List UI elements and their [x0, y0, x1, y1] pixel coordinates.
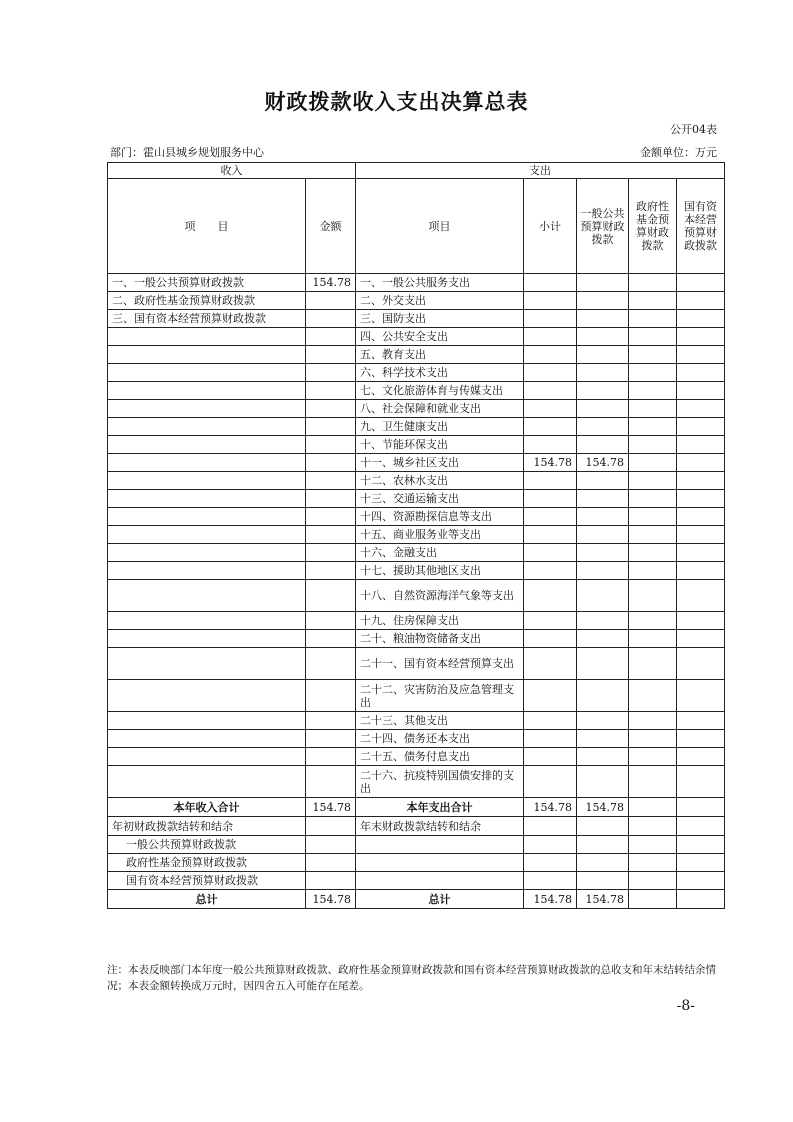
state-capital-cell [677, 400, 725, 418]
fund-budget-cell [629, 472, 677, 490]
state-capital-cell [677, 508, 725, 526]
empty-cell [677, 817, 725, 836]
empty-cell [677, 890, 725, 909]
empty-cell [677, 798, 725, 817]
unit-label: 金额单位：万元 [640, 146, 717, 159]
year-income-amount: 154.78 [306, 798, 356, 817]
empty-cell [577, 872, 629, 890]
subtotal-cell [524, 310, 577, 328]
table-row [108, 562, 725, 580]
income-item-cell [108, 612, 306, 630]
expense-item-cell: 九、卫生健康支出 [356, 418, 524, 436]
expense-item-cell: 二十五、债务付息支出 [356, 748, 524, 766]
fund-budget-cell [629, 612, 677, 630]
general-budget-cell [577, 292, 629, 310]
general-budget-cell [577, 346, 629, 364]
expense-item-cell: 十四、资源勘探信息等支出 [356, 508, 524, 526]
income-amount-cell [306, 382, 356, 400]
general-budget-cell [577, 766, 629, 798]
income-item-cell [108, 580, 306, 612]
fund-budget-cell [629, 544, 677, 562]
state-capital-cell [677, 274, 725, 292]
expense-item-cell: 十、节能环保支出 [356, 436, 524, 454]
state-capital-cell [677, 436, 725, 454]
fund-budget-cell [629, 364, 677, 382]
general-budget-cell [577, 680, 629, 712]
table-row [108, 400, 725, 418]
empty-cell [577, 836, 629, 854]
expense-item-cell: 四、公共安全支出 [356, 328, 524, 346]
empty-cell [629, 872, 677, 890]
income-item-cell [108, 382, 306, 400]
subtotal-cell [524, 508, 577, 526]
expense-item-cell: 二十、粮油物资储备支出 [356, 630, 524, 648]
general-budget-cell: 154.78 [577, 454, 629, 472]
table-row [108, 712, 725, 730]
income-item-cell: 二、政府性基金预算财政拨款 [108, 292, 306, 310]
fund-budget-cell [629, 382, 677, 400]
expense-item-cell: 三、国防支出 [356, 310, 524, 328]
state-capital-cell [677, 562, 725, 580]
carry-sub-label: 一般公共预算财政拨款 [108, 836, 306, 854]
empty-cell [524, 836, 577, 854]
income-amount-cell [306, 766, 356, 798]
expense-item-cell: 二十四、债务还本支出 [356, 730, 524, 748]
general-budget-cell [577, 562, 629, 580]
state-capital-cell [677, 292, 725, 310]
empty-cell [677, 872, 725, 890]
general-budget-cell [577, 382, 629, 400]
income-item-cell [108, 748, 306, 766]
header-row-2 [108, 179, 725, 274]
budget-table [107, 162, 725, 909]
income-item-header: 项 目 [108, 179, 306, 274]
subtotal-cell [524, 648, 577, 680]
subtotal-cell [524, 730, 577, 748]
income-amount-cell [306, 648, 356, 680]
general-budget-cell [577, 612, 629, 630]
carry-sub-row [108, 872, 725, 890]
income-amount-cell [306, 400, 356, 418]
expense-item-cell: 十一、城乡社区支出 [356, 454, 524, 472]
income-amount-cell [306, 328, 356, 346]
income-item-cell [108, 630, 306, 648]
fund-budget-header: 政府性基金预算财政拨款 [629, 179, 677, 274]
income-header: 收入 [108, 163, 356, 179]
state-capital-cell [677, 364, 725, 382]
income-amount-cell [306, 472, 356, 490]
subtotal-cell [524, 490, 577, 508]
table-row [108, 310, 725, 328]
expense-header: 支出 [356, 163, 725, 179]
header-row-1 [108, 163, 725, 179]
subtotal-cell [524, 680, 577, 712]
income-item-cell [108, 436, 306, 454]
year-expense-label: 本年支出合计 [356, 798, 524, 817]
state-capital-cell [677, 454, 725, 472]
general-budget-header: 一般公共预算财政拨款 [577, 179, 629, 274]
state-capital-cell [677, 328, 725, 346]
fund-budget-cell [629, 436, 677, 454]
fund-budget-cell [629, 648, 677, 680]
expense-item-cell: 十九、住房保障支出 [356, 612, 524, 630]
general-budget-cell [577, 526, 629, 544]
state-capital-cell [677, 544, 725, 562]
income-amount-cell: 154.78 [306, 274, 356, 292]
general-budget-cell [577, 310, 629, 328]
general-budget-cell [577, 630, 629, 648]
department-label: 部门：霍山县城乡规划服务中心 [110, 146, 264, 159]
empty-cell [577, 854, 629, 872]
fund-budget-cell [629, 454, 677, 472]
table-row [108, 544, 725, 562]
empty-cell [524, 872, 577, 890]
income-amount-header: 金额 [306, 179, 356, 274]
state-capital-cell [677, 526, 725, 544]
income-amount-cell [306, 526, 356, 544]
table-row [108, 680, 725, 712]
fund-budget-cell [629, 580, 677, 612]
state-capital-cell [677, 418, 725, 436]
empty-cell [306, 836, 356, 854]
general-budget-cell [577, 364, 629, 382]
table-row [108, 748, 725, 766]
grand-total-row [108, 890, 725, 909]
income-item-cell [108, 418, 306, 436]
table-row [108, 648, 725, 680]
carry-end-label: 年末财政拨款结转和结余 [356, 817, 524, 836]
income-item-cell [108, 680, 306, 712]
empty-cell [629, 854, 677, 872]
general-budget-cell [577, 436, 629, 454]
income-amount-cell [306, 454, 356, 472]
general-budget-cell [577, 748, 629, 766]
income-item-cell [108, 730, 306, 748]
income-item-cell [108, 508, 306, 526]
fund-budget-cell [629, 418, 677, 436]
page-number: -8- [676, 998, 695, 1014]
income-item-cell: 三、国有资本经营预算财政拨款 [108, 310, 306, 328]
table-row [108, 346, 725, 364]
empty-cell [306, 817, 356, 836]
state-capital-header: 国有资本经营预算财政拨款 [677, 179, 725, 274]
empty-cell [629, 817, 677, 836]
year-income-label: 本年收入合计 [108, 798, 306, 817]
table-row [108, 364, 725, 382]
page-title: 财政拨款收入支出决算总表 [264, 89, 529, 114]
empty-cell [629, 798, 677, 817]
income-item-cell [108, 454, 306, 472]
income-amount-cell [306, 562, 356, 580]
fund-budget-cell [629, 526, 677, 544]
general-budget-cell [577, 580, 629, 612]
income-item-cell [108, 400, 306, 418]
income-amount-cell [306, 730, 356, 748]
subtotal-cell [524, 712, 577, 730]
income-item-cell: 一、一般公共预算财政拨款 [108, 274, 306, 292]
footnote: 注：本表反映部门本年度一般公共预算财政拨款、政府性基金预算财政拨款和国有资本经营预算财政拨款的总收支和年末结转结余情况；本表金额转换成万元时，因四舍五入可能存在尾差。 [107, 964, 716, 992]
general-budget-cell [577, 508, 629, 526]
expense-item-cell: 十五、商业服务业等支出 [356, 526, 524, 544]
fund-budget-cell [629, 748, 677, 766]
general-budget-cell [577, 648, 629, 680]
fund-budget-cell [629, 562, 677, 580]
subtotal-cell [524, 472, 577, 490]
fund-budget-cell [629, 730, 677, 748]
income-amount-cell [306, 508, 356, 526]
subtotal-cell [524, 436, 577, 454]
fund-budget-cell [629, 400, 677, 418]
expense-item-cell: 六、科学技术支出 [356, 364, 524, 382]
state-capital-cell [677, 490, 725, 508]
carry-sub-label: 国有资本经营预算财政拨款 [108, 872, 306, 890]
state-capital-cell [677, 648, 725, 680]
subtotal-cell [524, 418, 577, 436]
table-row [108, 382, 725, 400]
subtotal-cell: 154.78 [524, 454, 577, 472]
general-budget-cell [577, 490, 629, 508]
table-row [108, 454, 725, 472]
state-capital-cell [677, 712, 725, 730]
income-item-cell [108, 346, 306, 364]
fund-budget-cell [629, 310, 677, 328]
empty-cell [356, 872, 524, 890]
income-item-cell [108, 766, 306, 798]
subtotal-cell [524, 400, 577, 418]
carry-row [108, 817, 725, 836]
income-amount-cell [306, 310, 356, 328]
income-item-cell [108, 364, 306, 382]
subtotal-cell [524, 382, 577, 400]
fund-budget-cell [629, 766, 677, 798]
fund-budget-cell [629, 328, 677, 346]
empty-cell [629, 890, 677, 909]
expense-item-header: 项目 [356, 179, 524, 274]
grand-expense-label: 总计 [356, 890, 524, 909]
year-expense-subtotal: 154.78 [524, 798, 577, 817]
income-amount-cell [306, 612, 356, 630]
table-row [108, 508, 725, 526]
expense-item-cell: 二十三、其他支出 [356, 712, 524, 730]
expense-item-cell: 五、教育支出 [356, 346, 524, 364]
state-capital-cell [677, 310, 725, 328]
state-capital-cell [677, 346, 725, 364]
year-expense-general: 154.78 [577, 798, 629, 817]
income-amount-cell [306, 680, 356, 712]
fund-budget-cell [629, 274, 677, 292]
table-row [108, 436, 725, 454]
income-item-cell [108, 544, 306, 562]
fund-budget-cell [629, 292, 677, 310]
income-amount-cell [306, 748, 356, 766]
expense-item-cell: 二十六、抗疫特别国债安排的支出 [356, 766, 524, 798]
grand-subtotal: 154.78 [524, 890, 577, 909]
income-item-cell [108, 562, 306, 580]
carry-begin-label: 年初财政拨款结转和结余 [108, 817, 306, 836]
carry-sub-row [108, 836, 725, 854]
year-total-row [108, 798, 725, 817]
grand-general: 154.78 [577, 890, 629, 909]
empty-cell [629, 836, 677, 854]
expense-item-cell: 八、社会保障和就业支出 [356, 400, 524, 418]
empty-cell [306, 872, 356, 890]
expense-item-cell: 七、文化旅游体育与传媒支出 [356, 382, 524, 400]
table-row [108, 418, 725, 436]
general-budget-cell [577, 418, 629, 436]
subtotal-cell [524, 328, 577, 346]
empty-cell [524, 817, 577, 836]
subtotal-cell [524, 580, 577, 612]
state-capital-cell [677, 680, 725, 712]
carry-sub-label: 政府性基金预算财政拨款 [108, 854, 306, 872]
state-capital-cell [677, 766, 725, 798]
subtotal-cell [524, 748, 577, 766]
table-row [108, 630, 725, 648]
income-amount-cell [306, 292, 356, 310]
subtotal-cell [524, 630, 577, 648]
income-amount-cell [306, 580, 356, 612]
carry-sub-row [108, 854, 725, 872]
income-amount-cell [306, 630, 356, 648]
general-budget-cell [577, 712, 629, 730]
empty-cell [677, 836, 725, 854]
fund-budget-cell [629, 490, 677, 508]
empty-cell [306, 854, 356, 872]
state-capital-cell [677, 612, 725, 630]
table-row [108, 292, 725, 310]
subtotal-cell [524, 544, 577, 562]
empty-cell [577, 817, 629, 836]
subtotal-header: 小计 [524, 179, 577, 274]
table-row [108, 328, 725, 346]
subtotal-cell [524, 292, 577, 310]
table-row [108, 490, 725, 508]
income-amount-cell [306, 490, 356, 508]
empty-cell [356, 836, 524, 854]
income-item-cell [108, 328, 306, 346]
state-capital-cell [677, 730, 725, 748]
income-amount-cell [306, 712, 356, 730]
expense-item-cell: 十二、农林水支出 [356, 472, 524, 490]
income-item-cell [108, 712, 306, 730]
grand-income-amount: 154.78 [306, 890, 356, 909]
table-row [108, 274, 725, 292]
state-capital-cell [677, 630, 725, 648]
empty-cell [677, 854, 725, 872]
fund-budget-cell [629, 680, 677, 712]
income-item-cell [108, 490, 306, 508]
empty-cell [356, 854, 524, 872]
table-row [108, 766, 725, 798]
general-budget-cell [577, 274, 629, 292]
table-row [108, 730, 725, 748]
income-amount-cell [306, 418, 356, 436]
fund-budget-cell [629, 630, 677, 648]
subtotal-cell [524, 562, 577, 580]
fund-budget-cell [629, 508, 677, 526]
fund-budget-cell [629, 346, 677, 364]
table-row [108, 472, 725, 490]
fund-budget-cell [629, 712, 677, 730]
general-budget-cell [577, 400, 629, 418]
subtotal-cell [524, 274, 577, 292]
empty-cell [524, 854, 577, 872]
subtotal-cell [524, 346, 577, 364]
subtotal-cell [524, 612, 577, 630]
general-budget-cell [577, 544, 629, 562]
table-row [108, 612, 725, 630]
expense-item-cell: 十八、自然资源海洋气象等支出 [356, 580, 524, 612]
expense-item-cell: 二十一、国有资本经营预算支出 [356, 648, 524, 680]
general-budget-cell [577, 328, 629, 346]
table-row [108, 580, 725, 612]
form-number: 公开04表 [670, 123, 717, 136]
state-capital-cell [677, 472, 725, 490]
general-budget-cell [577, 730, 629, 748]
subtotal-cell [524, 526, 577, 544]
subtotal-cell [524, 766, 577, 798]
expense-item-cell: 二、外交支出 [356, 292, 524, 310]
table-row [108, 526, 725, 544]
state-capital-cell [677, 382, 725, 400]
income-item-cell [108, 648, 306, 680]
income-amount-cell [306, 436, 356, 454]
state-capital-cell [677, 748, 725, 766]
state-capital-cell [677, 580, 725, 612]
income-item-cell [108, 526, 306, 544]
expense-item-cell: 十六、金融支出 [356, 544, 524, 562]
subtotal-cell [524, 364, 577, 382]
income-amount-cell [306, 544, 356, 562]
income-item-cell [108, 472, 306, 490]
expense-item-cell: 一、一般公共服务支出 [356, 274, 524, 292]
expense-item-cell: 二十二、灾害防治及应急管理支出 [356, 680, 524, 712]
income-amount-cell [306, 364, 356, 382]
expense-item-cell: 十三、交通运输支出 [356, 490, 524, 508]
expense-item-cell: 十七、援助其他地区支出 [356, 562, 524, 580]
income-amount-cell [306, 346, 356, 364]
general-budget-cell [577, 472, 629, 490]
grand-total-label: 总计 [108, 890, 306, 909]
